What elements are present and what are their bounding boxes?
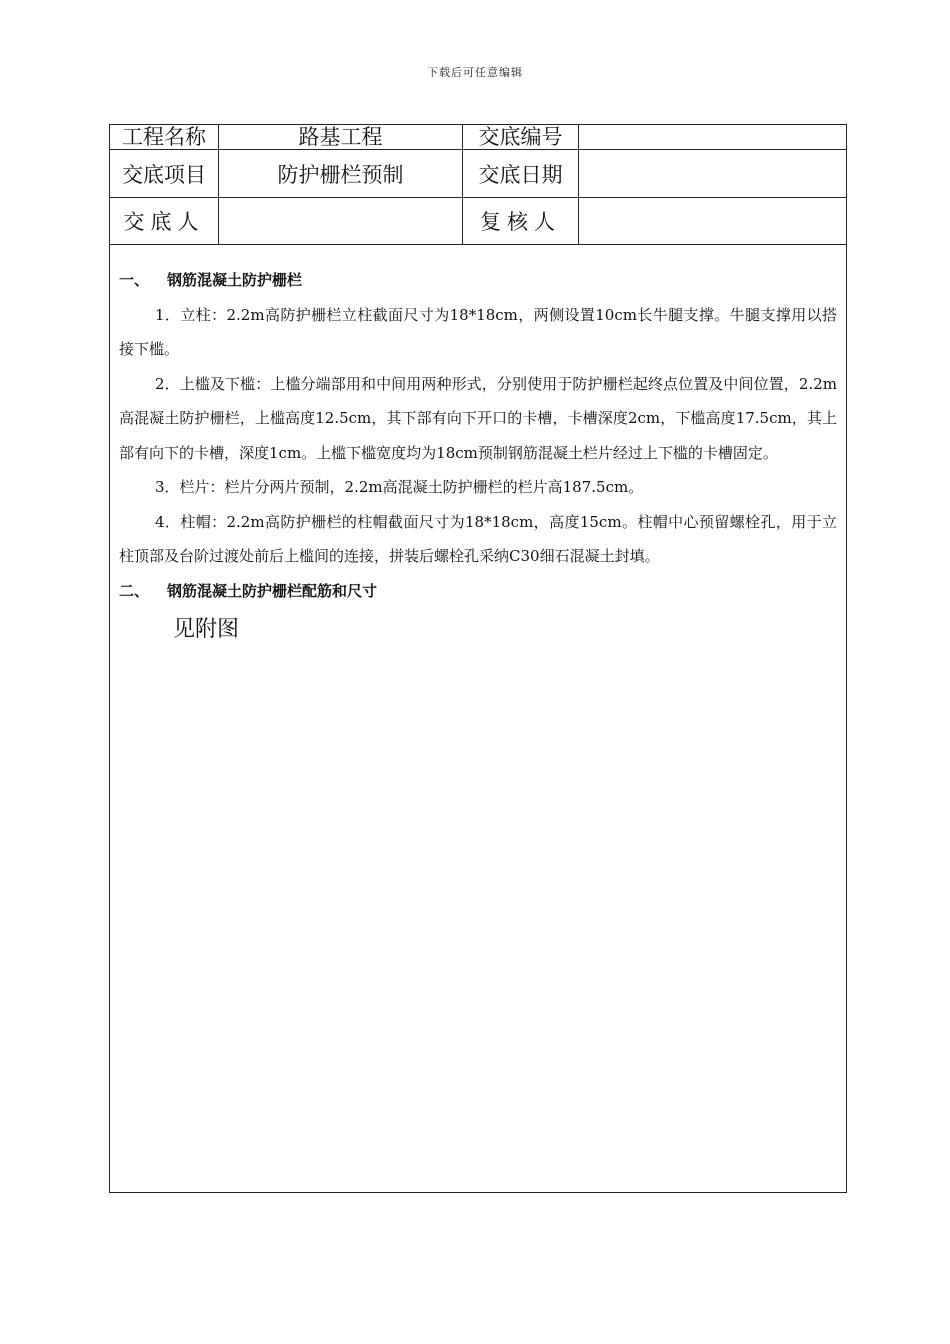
section-heading-2 — [119, 574, 837, 609]
paragraph-column: 1．立柱：2.2m高防护栅栏立柱截面尺寸为18*18cm，两侧设置10cm长牛腿支撑。牛腿支撑用以搭接下槛。 — [119, 305, 837, 358]
content-cell — [110, 245, 847, 1193]
content-body — [110, 245, 846, 648]
value-disclosure-number[interactable] — [579, 125, 847, 150]
label-reviewer: 复核人 — [463, 198, 579, 245]
disclosure-table — [109, 124, 847, 1193]
table-row-content — [110, 245, 847, 1193]
section-title-1: 钢筋混凝土防护栅栏 — [167, 271, 303, 289]
label-discloser: 交底人 — [110, 198, 219, 245]
section-number-1: 一、 — [119, 271, 150, 289]
label-disclosure-number: 交底编号 — [463, 125, 579, 150]
value-discloser[interactable] — [219, 198, 463, 245]
paragraph-cap: 4．柱帽：2.2m高防护栅栏的柱帽截面尺寸为18*18cm，高度15cm。柱帽中心预留螺栓孔，用于立柱顶部及台阶过渡处前后上槛间的连接，拼装后螺栓孔采纳C30细石混凝土封填。 — [119, 512, 837, 565]
section-heading-1 — [119, 263, 837, 298]
table-row-item — [110, 150, 847, 198]
paragraph-sills: 2．上槛及下槛：上槛分端部用和中间用两种形式，分别使用于防护栅栏起终点位置及中间位置，2.2m高混凝土防护栅栏，上槛高度12.5cm，其下部有向下开口的卡槽，卡槽深度2cm，下槛高度17.5cm，其上部有向下的卡槽，深度1cm。上槛下槛宽度均为18cm预制钢筋混凝土栏片经过上下槛的卡槽固定。 — [119, 374, 837, 462]
table-row-project — [110, 125, 847, 150]
value-reviewer[interactable] — [579, 198, 847, 245]
value-disclosure-date[interactable] — [579, 150, 847, 198]
label-disclosure-date: 交底日期 — [463, 150, 579, 198]
value-project-name: 路基工程 — [219, 125, 463, 150]
attachment-note: 见附图 — [173, 617, 240, 642]
label-project-name: 工程名称 — [110, 125, 219, 150]
page-header-note: 下载后可任意编辑 — [427, 66, 523, 79]
table-row-persons — [110, 198, 847, 245]
section-number-2: 二、 — [119, 581, 150, 600]
paragraph-panels: 3．栏片：栏片分两片预制，2.2m高混凝土防护栅栏的栏片高187.5cm。 — [155, 478, 644, 496]
section-title-2: 钢筋混凝土防护栅栏配筋和尺寸 — [167, 581, 378, 600]
label-disclosure-item: 交底项目 — [110, 150, 219, 198]
value-disclosure-item: 防护栅栏预制 — [219, 150, 463, 198]
